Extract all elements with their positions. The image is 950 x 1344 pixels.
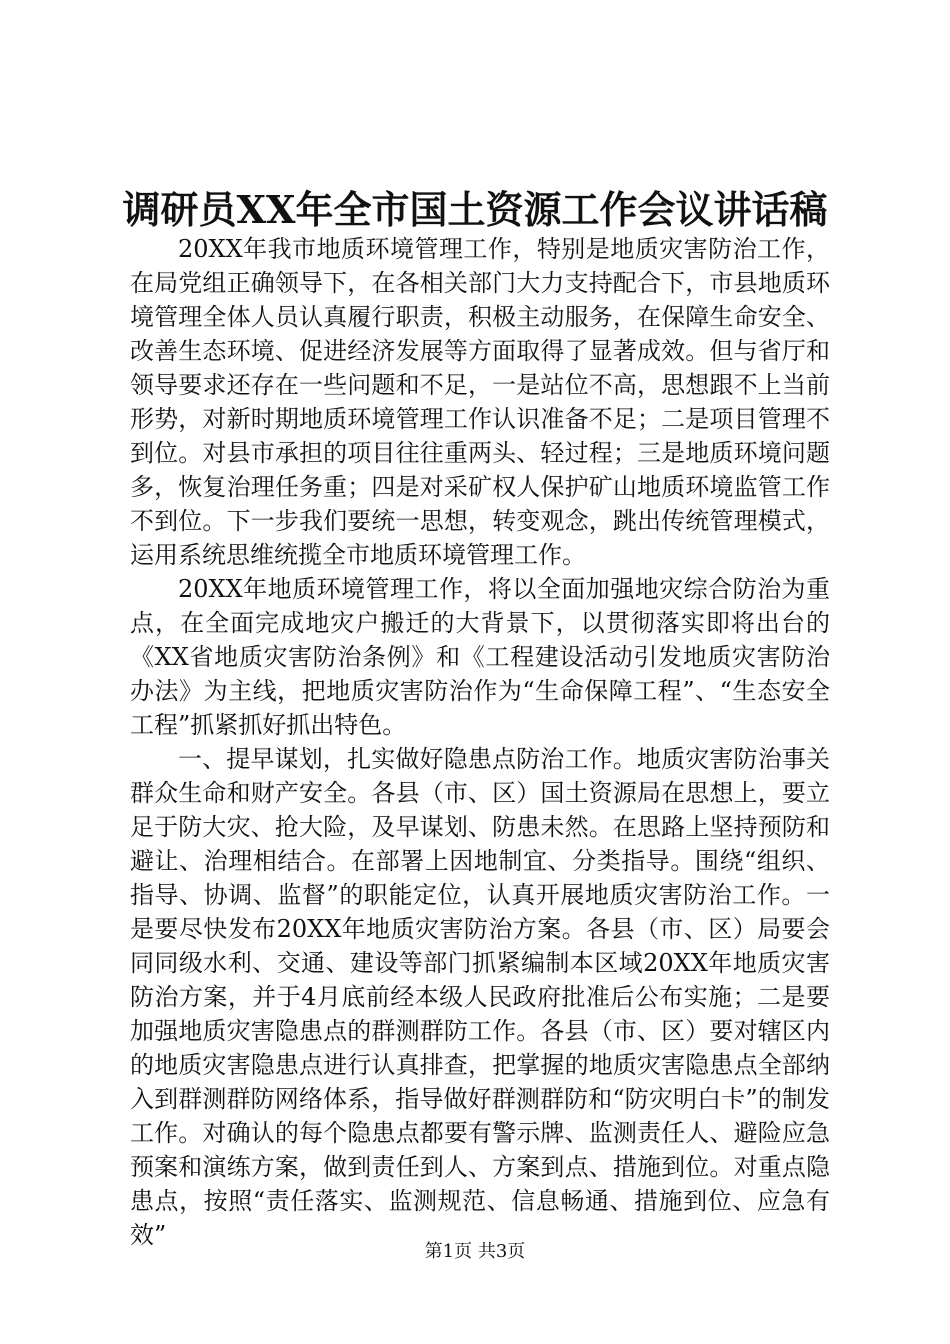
body-paragraph-1: 20XX年我市地质环境管理工作，特别是地质灾害防治工作，在局党组正确领导下，在各相关部门大力支持配合下，市县地质环境管理全体人员认真履行职责，积极主动服务，在保障生命安全、改善生态环境、促进经济发展等方面取得了显著成效。但与省厅和领导要求还存在一些问题和不足，一是站位不高，思想跟不上当前形势，对新时期地质环境管理工作认识准备不足；二是项目管理不到位。对县市承担的项目往往重两头、轻过程；三是地质环境问题多，恢复治理任务重；四是对采矿权人保护矿山地质环境监管工作不到位。下一步我们要统一思想，转变观念，跳出传统管理模式，运用系统思维统揽全市地质环境管理工作。 <box>130 235 830 569</box>
document-title: 调研员XX年全市国土资源工作会议讲话稿 <box>122 187 828 232</box>
page-footer: 第1页 共3页 <box>424 1241 526 1262</box>
body-paragraph-2: 20XX年地质环境管理工作，将以全面加强地灾综合防治为重点，在全面完成地灾户搬迁的大背景下，以贯彻落实即将出台的《XX省地质灾害防治条例》和《工程建设活动引发地质灾害防治办法》为主线，把地质灾害防治作为“生命保障工程”、“生态安全工程”抓紧抓好抓出特色。 <box>130 575 830 739</box>
body-paragraph-3: 一、提早谋划，扎实做好隐患点防治工作。地质灾害防治事关群众生命和财产安全。各县（市、区）国土资源局在思想上，要立足于防大灾、抢大险，及早谋划、防患未然。在思路上坚持预防和避让、治理相结合。在部署上因地制宜、分类指导。围绕“组织、指导、协调、监督”的职能定位，认真开展地质灾害防治工作。一是要尽快发布20XX年地质灾害防治方案。各县（市、区）局要会同同级水利、交通、建设等部门抓紧编制本区域20XX年地质灾害防治方案，并于4月底前经本级人民政府批准后公布实施；二是要加强地质灾害隐患点的群测群防工作。各县（市、区）要对辖区内的地质灾害隐患点进行认真排查，把掌握的地质灾害隐患点全部纳入到群测群防网络体系，指导做好群测群防和“防灾明白卡”的制发工作。对确认的每个隐患点都要有警示牌、监测责任人、避险应急预案和演练方案，做到责任到人、方案到点、措施到位。对重点隐患点，按照“责任落实、监测规范、信息畅通、措施到位、应急有效” <box>130 745 830 1249</box>
document-body <box>130 232 830 1252</box>
